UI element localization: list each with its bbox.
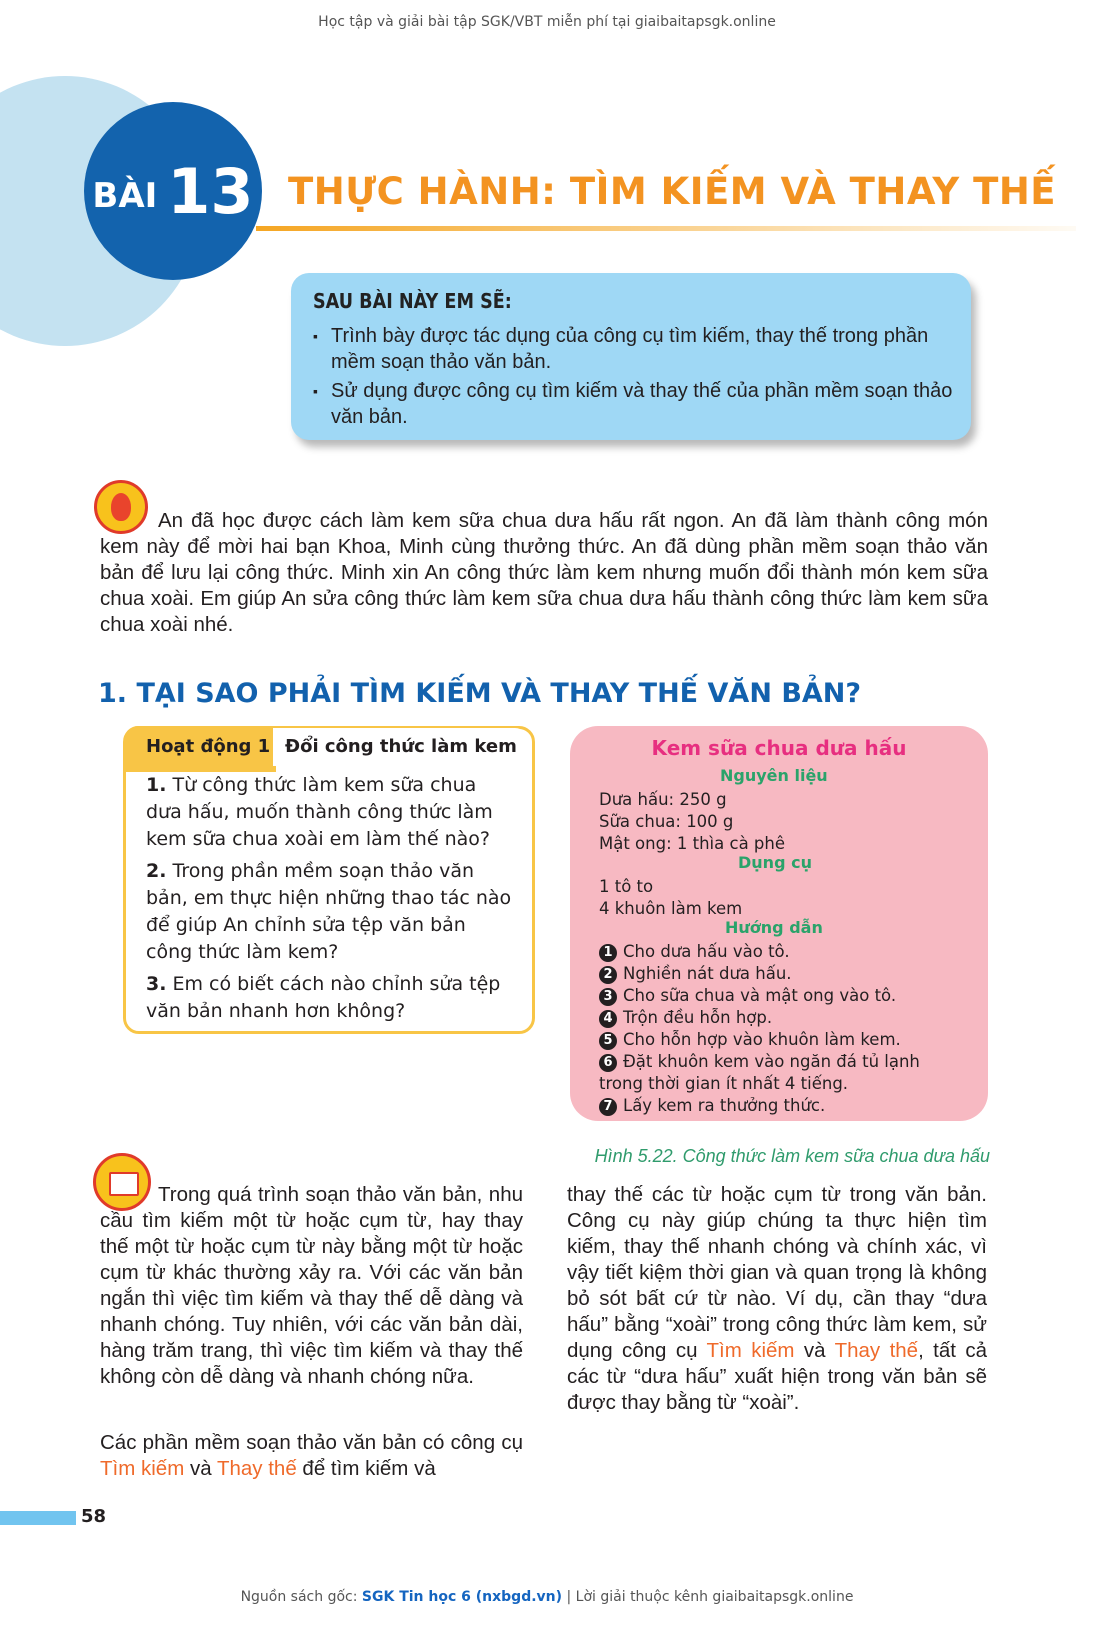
footer-suffix: | Lời giải thuộc kênh giaibaitapsgk.online (562, 1589, 854, 1605)
activity-question (146, 858, 516, 966)
step-text: Lấy kem ra thưởng thức. (623, 1096, 826, 1115)
step-number: 7 (599, 1098, 617, 1116)
ingredient-line: Sữa chua: 100 g (599, 812, 734, 831)
recipe-title: Kem sữa chua dưa hấu (651, 736, 907, 760)
question-text: Trong phần mềm soạn thảo văn bản, em thực hiện những thao tác nào để giúp An chỉnh sửa tệp văn bản công thức làm kem? (146, 860, 512, 963)
activity-question (146, 772, 516, 853)
find-tool-term: Tìm kiếm (100, 1457, 185, 1480)
step-line (599, 1008, 772, 1028)
body-right-paragraph (567, 1182, 987, 1416)
objectives-heading: SAU BÀI NÀY EM SẼ: (313, 289, 512, 313)
question-number: 3. (146, 973, 167, 995)
page-number: 58 (81, 1506, 107, 1527)
body-left-paragraph-2 (100, 1430, 523, 1482)
footer-source-link[interactable]: SGK Tin học 6 (nxbgd.vn) (361, 1589, 563, 1605)
body-text: để tìm kiếm và (296, 1457, 436, 1480)
title-underline (256, 226, 1076, 231)
step-line (599, 986, 896, 1006)
step-text: Cho hỗn hợp vào khuôn làm kem. (623, 1030, 901, 1049)
objectives-box (291, 273, 971, 440)
replace-tool-term: Thay thế (834, 1339, 919, 1362)
step-line (599, 1074, 848, 1093)
steps-heading: Hướng dẫn (725, 918, 823, 937)
step-line (599, 942, 790, 962)
replace-tool-term: Thay thế (216, 1457, 297, 1480)
ingredients-heading: Nguyên liệu (720, 766, 828, 785)
activity-question (146, 971, 516, 1025)
intro-paragraph: An đã học được cách làm kem sữa chua dưa hấu rất ngon. An đã làm thành công món kem này để mời hai bạn Khoa, Minh cùng thưởng thức. An đã dùng phần mềm soạn thảo văn bản để lưu lại công thức. Minh xin An công thức làm kem nhưng muốn đổi thành món kem sữa chua xoài. Em giúp An sửa công thức làm kem sữa chua dưa hấu thành công thức làm kem sữa chua xoài nhé. (100, 509, 988, 636)
step-line (599, 964, 792, 984)
footer-prefix: Nguồn sách gốc: (240, 1589, 362, 1605)
step-number: 1 (599, 944, 617, 962)
step-text: Cho sữa chua và mật ong vào tô. (623, 986, 897, 1005)
ingredient-line: Dưa hấu: 250 g (599, 790, 727, 809)
step-text: trong thời gian ít nhất 4 tiếng. (599, 1074, 849, 1093)
step-number: 6 (599, 1054, 617, 1072)
tool-line: 1 tô to (599, 877, 654, 896)
step-text: Nghiền nát dưa hấu. (623, 964, 792, 983)
body-text: Các phần mềm soạn thảo văn bản có công cụ (100, 1431, 523, 1454)
question-text: Từ công thức làm kem sữa chua dưa hấu, muốn thành công thức làm kem sữa chua xoài em làm thế nào? (146, 774, 493, 850)
header-note: Học tập và giải bài tập SGK/VBT miễn phí tại giaibaitapsgk.online (318, 14, 776, 30)
lesson-word: BÀI (92, 176, 158, 216)
activity-label: Hoạt động 1 (146, 736, 271, 757)
step-text: Trộn đều hỗn hợp. (623, 1008, 773, 1027)
tools-heading: Dụng cụ (738, 853, 812, 872)
ingredient-line: Mật ong: 1 thìa cà phê (599, 834, 786, 853)
activity-name: Đổi công thức làm kem (285, 736, 517, 757)
question-text: Em có biết cách nào chỉnh sửa tệp văn bản nhanh hơn không? (146, 973, 501, 1022)
step-text: Đặt khuôn kem vào ngăn đá tủ lạnh (623, 1052, 920, 1071)
step-number: 4 (599, 1010, 617, 1028)
question-number: 1. (146, 774, 167, 796)
body-text: , tất cả các từ “dưa hấu” xuất hiện trong văn bản sẽ được thay bằng từ “xoài”. (567, 1339, 987, 1414)
footer-note (0, 1589, 1094, 1605)
step-number: 3 (599, 988, 617, 1006)
body-text: và (184, 1457, 217, 1480)
objective-item: ▪ Trình bày được tác dụng của công cụ tìm kiếm, thay thế trong phần mềm soạn thảo văn bản. (313, 323, 958, 375)
body-text: và (794, 1339, 835, 1362)
question-number: 2. (146, 860, 167, 882)
step-line (599, 1052, 920, 1072)
step-number: 2 (599, 966, 617, 984)
lesson-number: 13 (167, 154, 254, 228)
body-left-paragraph: Trong quá trình soạn thảo văn bản, nhu cầu tìm kiếm một từ hoặc cụm từ, hay thay thế một từ hoặc cụm từ này bằng một từ hoặc cụm từ khác thường xảy ra. Với các văn bản ngắn thì việc tìm kiếm và thay thế dễ dàng và nhanh chóng. Tuy nhiên, với các văn bản dài, hàng trăm trang, thì việc tìm kiếm và thay thế không còn dễ dàng và nhanh chóng nữa. (100, 1183, 523, 1388)
find-tool-term: Tìm kiếm (706, 1339, 795, 1362)
objective-item: ▪ Sử dụng được công cụ tìm kiếm và thay thế của phần mềm soạn thảo văn bản. (313, 378, 958, 430)
section-title: 1. TẠI SAO PHẢI TÌM KIẾM VÀ THAY THẾ VĂN BẢN? (98, 678, 862, 709)
step-number: 5 (599, 1032, 617, 1050)
body-text: thay thế các từ hoặc cụm từ trong văn bản. Công cụ này giúp chúng ta thực hiện tìm kiếm, thay thế nhanh chóng và chính xác, vì vậy tiết kiệm thời gian và quan trọng là không bỏ sót bất cứ từ nào. Ví dụ, cần thay “dưa hấu” bằng “xoài” trong công thức làm kem, sử dụng công cụ (567, 1183, 987, 1362)
step-line (599, 1096, 825, 1116)
tool-line: 4 khuôn làm kem (599, 899, 743, 918)
step-line (599, 1030, 901, 1050)
page-number-bar (0, 1511, 76, 1525)
lesson-badge (84, 102, 262, 280)
objectives-list (313, 323, 958, 433)
figure-caption: Hình 5.22. Công thức làm kem sữa chua dưa hấu (594, 1146, 990, 1166)
step-text: Cho dưa hấu vào tô. (623, 942, 790, 961)
lesson-title: THỰC HÀNH: TÌM KIẾM VÀ THAY THẾ (288, 170, 1057, 213)
